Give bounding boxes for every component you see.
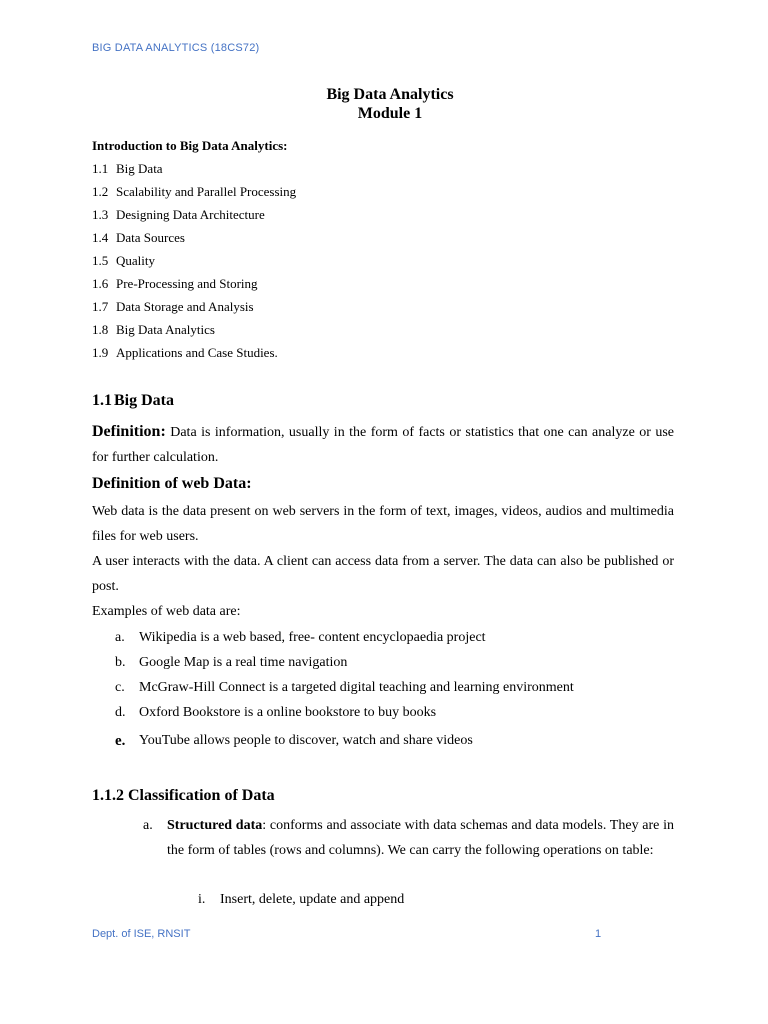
footer-department: Dept. of ISE, RNSIT [92,928,191,940]
toc-num: 1.4 [92,230,109,245]
list-item [115,728,574,756]
title-line-2: Module 1 [357,105,423,122]
list-marker: a. [115,630,125,645]
toc-label: Data Sources [116,230,185,245]
classification-item [143,813,674,863]
title-line-1: Big Data Analytics [326,86,454,103]
list-item [115,678,574,703]
list-marker: a. [143,818,153,833]
toc-label: Pre-Processing and Storing [116,276,258,291]
list-marker: b. [115,655,126,670]
toc-item [92,252,296,275]
list-marker: i. [198,892,206,907]
web-data-paragraph: Examples of web data are: [92,604,241,619]
classification-term: Structured data [167,818,263,833]
definition-paragraph [92,419,674,470]
toc-num: 1.9 [92,345,109,360]
toc-num: 1.5 [92,253,109,268]
toc-item [92,206,296,229]
list-text: Oxford Bookstore is a online bookstore to buy books [139,705,437,720]
table-of-contents [92,160,296,367]
section-title: Big Data [114,392,174,409]
list-marker: d. [115,705,126,720]
toc-num: 1.2 [92,184,109,199]
examples-list [115,628,574,756]
list-text: McGraw-Hill Connect is a targeted digital teaching and learning environment [139,680,574,695]
classification-description: : conforms and associate with data schemas and data models. They are in the form of tables (rows and columns). We can carry the following operations on table: [167,818,674,858]
toc-num: 1.7 [92,299,109,314]
list-text: Google Map is a real time navigation [139,655,348,670]
toc-label: Scalability and Parallel Processing [116,184,297,199]
footer-page-number: 1 [595,928,602,940]
toc-num: 1.6 [92,276,109,291]
toc-num: 1.3 [92,207,109,222]
section-number: 1.1 [92,392,112,409]
toc-item [92,183,296,206]
list-text: YouTube allows people to discover, watch and share videos [139,733,473,748]
toc-item [92,344,296,367]
list-marker: e. [115,733,126,749]
web-data-heading: Definition of web Data: [92,475,252,492]
toc-item [92,298,296,321]
intro-heading: Introduction to Big Data Analytics: [92,138,288,153]
definition-label: Definition: [92,423,166,440]
operation-item [198,890,404,910]
web-data-paragraph: Web data is the data present on web servers in the form of text, images, videos, audios and multimedia files for web users. [92,504,674,544]
toc-label: Big Data Analytics [116,322,215,337]
toc-num: 1.8 [92,322,109,337]
operation-text: Insert, delete, update and append [220,892,405,907]
toc-num: 1.1 [92,161,109,176]
list-item [115,703,574,728]
toc-label: Designing Data Architecture [116,207,265,222]
toc-item [92,160,296,183]
list-marker: c. [115,680,125,695]
section-heading-1-1-2: 1.1.2 Classification of Data [92,787,275,804]
toc-item [92,321,296,344]
toc-label: Quality [116,253,155,268]
list-text: Wikipedia is a web based, free- content encyclopaedia project [139,630,486,645]
toc-label: Data Storage and Analysis [116,299,254,314]
classification-text [167,813,674,863]
section-heading-1-1 [92,392,174,410]
toc-item [92,229,296,252]
document-title [0,85,768,123]
web-data-paragraph: A user interacts with the data. A client can access data from a server. The data can also be published or post. [92,554,674,594]
toc-label: Applications and Case Studies. [116,345,278,360]
running-header: BIG DATA ANALYTICS (18CS72) [92,42,260,54]
toc-item [92,275,296,298]
list-item [115,628,574,653]
list-item [115,653,574,678]
definition-text: Data is information, usually in the form of facts or statistics that one can analyze or use for further calculation. [92,425,675,465]
toc-label: Big Data [116,161,163,176]
